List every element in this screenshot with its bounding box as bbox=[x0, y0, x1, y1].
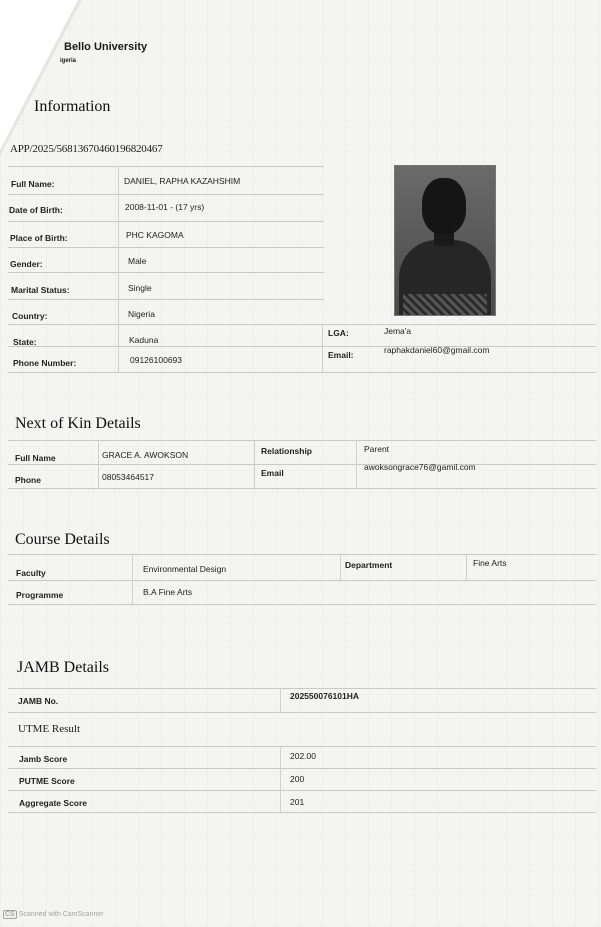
photo-shirt-pattern bbox=[403, 294, 487, 315]
full-name-value: DANIEL, RAPHA KAZAHSHIM bbox=[124, 176, 241, 186]
divider bbox=[280, 688, 281, 712]
full-name-label: Full Name: bbox=[11, 179, 55, 189]
kin-relationship-value: Parent bbox=[364, 444, 390, 454]
marital-status-value: Single bbox=[128, 283, 152, 293]
jamb-score-label: Jamb Score bbox=[19, 754, 68, 764]
camscanner-logo-icon: CS bbox=[5, 911, 15, 918]
faculty-value: Environmental Design bbox=[143, 564, 227, 574]
divider bbox=[356, 440, 357, 488]
department-value: Fine Arts bbox=[473, 558, 507, 568]
place-of-birth-label: Place of Birth: bbox=[10, 233, 68, 243]
divider bbox=[8, 746, 596, 747]
divider bbox=[8, 712, 596, 713]
scanner-watermark bbox=[3, 910, 104, 919]
kin-full-name-value: GRACE A. AWOKSON bbox=[102, 450, 189, 460]
folded-corner bbox=[0, 0, 78, 150]
divider bbox=[8, 299, 324, 300]
state-label: State: bbox=[13, 337, 37, 347]
watermark-text: Scanned with CamScanner bbox=[18, 911, 104, 918]
kin-phone-value: 08053464517 bbox=[102, 472, 155, 482]
gender-label: Gender: bbox=[10, 259, 43, 269]
application-number: APP/2025/56813670460196820467 bbox=[10, 143, 163, 155]
divider bbox=[118, 166, 119, 372]
divider bbox=[8, 604, 596, 605]
divider bbox=[254, 440, 255, 488]
kin-full-name-label: Full Name bbox=[15, 453, 56, 463]
next-of-kin-title: Next of Kin Details bbox=[15, 415, 141, 432]
lga-value: Jema'a bbox=[384, 326, 412, 336]
place-of-birth-value: PHC KAGOMA bbox=[126, 230, 184, 240]
divider bbox=[8, 812, 596, 813]
putme-score-value: 200 bbox=[290, 774, 305, 784]
country-value: Nigeria bbox=[128, 309, 155, 319]
kin-email-label: Email bbox=[261, 468, 284, 478]
jamb-details-title: JAMB Details bbox=[17, 659, 109, 676]
passport-photo bbox=[394, 165, 496, 316]
divider bbox=[132, 554, 133, 604]
university-subline: igeria bbox=[60, 58, 77, 64]
dob-label: Date of Birth: bbox=[9, 205, 63, 215]
phone-number-value: 09126100693 bbox=[130, 355, 183, 365]
divider bbox=[8, 580, 596, 581]
divider bbox=[98, 440, 99, 488]
divider bbox=[8, 488, 596, 489]
programme-value: B.A Fine Arts bbox=[143, 587, 193, 597]
divider bbox=[8, 346, 596, 347]
course-details-title: Course Details bbox=[15, 531, 110, 548]
jamb-no-value: 202550076101HA bbox=[290, 691, 360, 701]
lga-label: LGA: bbox=[328, 328, 349, 338]
university-name: Bello University bbox=[64, 41, 148, 53]
divider bbox=[322, 324, 323, 372]
divider bbox=[340, 554, 341, 580]
divider bbox=[8, 247, 324, 248]
jamb-no-label: JAMB No. bbox=[18, 696, 59, 706]
email-label: Email: bbox=[328, 350, 354, 360]
divider bbox=[8, 768, 596, 769]
divider bbox=[8, 272, 324, 273]
email-value: raphakdaniel60@gmail.com bbox=[384, 345, 490, 355]
state-value: Kaduna bbox=[129, 335, 159, 345]
dob-value: 2008-11-01 - (17 yrs) bbox=[125, 202, 205, 212]
department-label: Department bbox=[345, 560, 393, 570]
section-title: Information bbox=[34, 98, 111, 115]
divider bbox=[8, 221, 324, 222]
divider bbox=[8, 464, 596, 465]
kin-email-value: awoksongrace76@gamil.com bbox=[364, 462, 476, 472]
divider bbox=[8, 372, 596, 373]
divider bbox=[8, 688, 596, 689]
jamb-score-value: 202.00 bbox=[290, 751, 316, 761]
aggregate-score-label: Aggregate Score bbox=[19, 798, 88, 808]
gender-value: Male bbox=[128, 256, 147, 266]
divider bbox=[466, 554, 467, 580]
divider bbox=[8, 790, 596, 791]
utme-result-title: UTME Result bbox=[18, 723, 81, 735]
divider bbox=[8, 166, 324, 167]
phone-number-label: Phone Number: bbox=[13, 358, 77, 368]
country-label: Country: bbox=[12, 311, 48, 321]
divider bbox=[8, 194, 324, 195]
faculty-label: Faculty bbox=[16, 568, 46, 578]
marital-status-label: Marital Status: bbox=[11, 285, 70, 295]
programme-label: Programme bbox=[16, 590, 64, 600]
photo-head bbox=[422, 178, 466, 234]
divider bbox=[8, 554, 596, 555]
putme-score-label: PUTME Score bbox=[19, 776, 75, 786]
kin-relationship-label: Relationship bbox=[261, 446, 313, 456]
divider bbox=[8, 324, 596, 325]
kin-phone-label: Phone bbox=[15, 475, 41, 485]
divider bbox=[8, 440, 596, 441]
aggregate-score-value: 201 bbox=[290, 797, 305, 807]
divider bbox=[280, 746, 281, 812]
